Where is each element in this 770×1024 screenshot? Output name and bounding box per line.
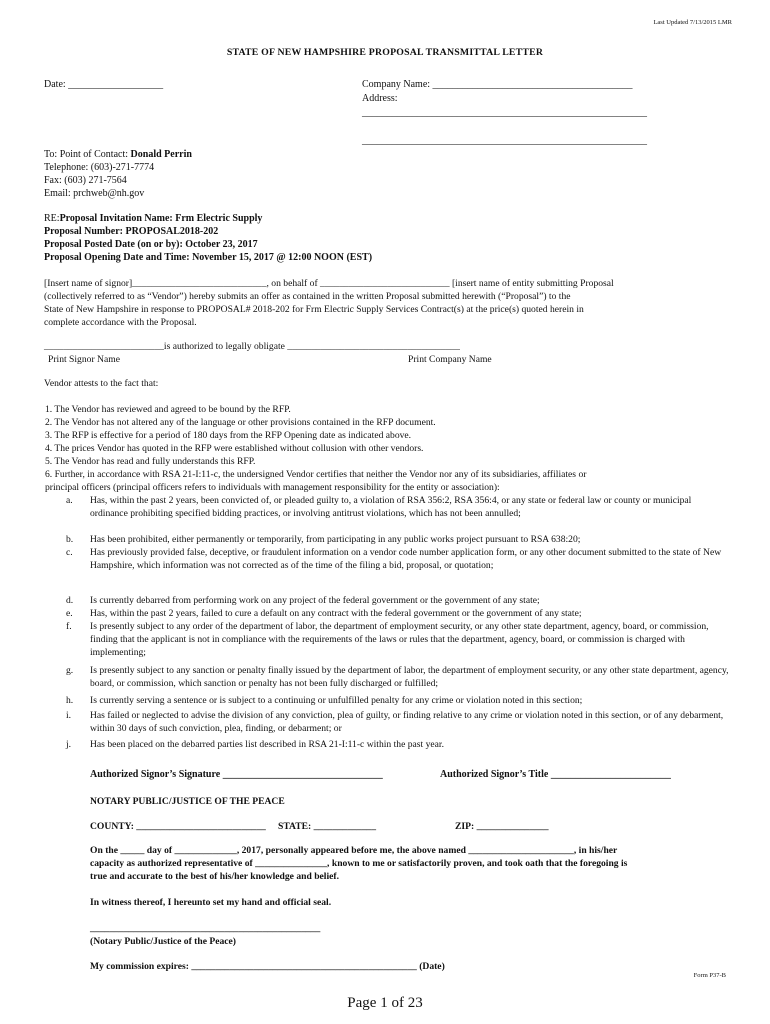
sublist-letter: g. — [66, 665, 74, 676]
re-posted-date: Proposal Posted Date (on or by): October 23, 2017 — [44, 239, 258, 250]
sublist-text: Has been placed on the debarred parties list described in RSA 21-I:11-c within the past year. — [90, 739, 444, 750]
sublist-letter: e. — [66, 608, 73, 619]
re-invitation-name — [44, 212, 262, 225]
re-prefix: RE: — [44, 213, 60, 224]
re-proposal-number: Proposal Number: PROPOSAL2018-202 — [44, 226, 219, 237]
page-number: Page 1 of 23 — [347, 995, 423, 1011]
re-opening-date: Proposal Opening Date and Time: November 15, 2017 @ 12:00 NOON (EST) — [44, 252, 373, 263]
intro-line-1: [Insert name of signor]____________________________, on behalf of ___________________________ [insert name of entity submitting Proposal — [44, 278, 614, 289]
sublist-text: Has been prohibited, either permanently or temporarily, from participating in any public works project pursuant to RSA 638:20; — [90, 534, 581, 545]
authorize-line: _________________________is authorized to legally obligate ____________________________________ — [44, 341, 460, 352]
sublist-text: Has failed or neglected to advise the division of any conviction, plea of guilty, or finding relative to any crime or violation noted in this section, or of any debarment, within 30 days of such conviction, plea, finding, or debarment; or — [90, 710, 724, 734]
notary-para-line-3: true and accurate to the best of his/her knowledge and belief. — [90, 871, 339, 882]
contact-fax: Fax: (603) 271-7564 — [44, 175, 127, 186]
sublist-text: Is presently subject to any order of the department of labor, the department of employment security, or any other state department, agency, board, or commission, finding that the applicant is not in compliance with the requirements of the laws or rules that the department, agency, board, or commission is charged with implementing; — [90, 621, 709, 658]
witness-statement: In witness thereof, I hereunto set my hand and official seal. — [90, 897, 332, 908]
form-id: Form P37-B — [693, 972, 726, 979]
sublist-text: Has, within the past 2 years, failed to cure a default on any contract with the federal government or the government of any state; — [90, 608, 582, 619]
sublist-letter: i. — [66, 710, 72, 721]
sublist-letter: c. — [66, 547, 73, 558]
authorized-title-field: Authorized Signor’s Title ________________________ — [440, 769, 671, 780]
sublist-text: Has, within the past 2 years, been convicted of, or pleaded guilty to, a violation of RSA 356:2, RSA 356:4, or any state or federal law or county or municipal ordinance prohibiting specified bidding practices, or involving antitrust violations, which has not been annulled; — [90, 495, 692, 519]
sublist-text: Has previously provided false, deceptive, or fraudulent information on a vendor code number application form, or any other document submitted to the state of New Hampshire, which information was not corrected as of the time of the filing a bid, proposal, or quotation; — [90, 547, 722, 571]
list-item: 1. The Vendor has reviewed and agreed to be bound by the RFP. — [45, 404, 291, 415]
notary-county: COUNTY: ___________________________ — [90, 821, 266, 832]
list-item: 2. The Vendor has not altered any of the language or other provisions contained in the RFP document. — [45, 417, 436, 428]
print-company-label: Print Company Name — [408, 354, 492, 365]
sublist-letter: j. — [66, 739, 72, 750]
address-label: Address: — [362, 93, 398, 104]
intro-line-3: State of New Hampshire in response to PROPOSAL# 2018-202 for Frm Electric Supply Services Contract(s) at the price(s) quoted herein in — [44, 304, 584, 315]
intro-line-4: complete accordance with the Proposal. — [44, 317, 197, 328]
list-item: 3. The RFP is effective for a period of 180 days from the RFP Opening date as indicated above. — [45, 430, 412, 441]
notary-signature-line: ________________________________________________ — [90, 923, 321, 934]
list-item: 5. The Vendor has read and fully understands this RFP. — [45, 456, 256, 467]
page-title: STATE OF NEW HAMPSHIRE PROPOSAL TRANSMITTAL LETTER — [226, 47, 544, 58]
company-name-field: Company Name: ________________________________________ — [362, 79, 633, 90]
attests-heading: Vendor attests to the fact that: — [44, 378, 159, 389]
contact-name: Donald Perrin — [130, 149, 192, 160]
sublist-letter: h. — [66, 695, 74, 706]
contact-telephone: Telephone: (603)-271-7774 — [44, 162, 155, 173]
date-field: Date: ___________________ — [44, 79, 164, 90]
notary-heading: NOTARY PUBLIC/JUSTICE OF THE PEACE — [90, 796, 285, 807]
address-line-1: _________________________________________________________ — [362, 107, 647, 118]
sublist-letter: b. — [66, 534, 74, 545]
list-item: 6. Further, in accordance with RSA 21-I:11-c, the undersigned Vendor certifies that neither the Vendor nor any of its subsidiaries, affiliates or — [45, 469, 587, 480]
sublist-letter: d. — [66, 595, 74, 606]
notary-label: (Notary Public/Justice of the Peace) — [90, 936, 236, 947]
notary-state: STATE: _____________ — [278, 821, 376, 832]
sublist-letter: a. — [66, 495, 73, 506]
contact-label: To: Point of Contact: — [44, 149, 129, 160]
address-line-2: _________________________________________________________ — [362, 135, 647, 146]
authorized-signature-field: Authorized Signor’s Signature ________________________________ — [90, 769, 383, 780]
contact-email: Email: prchweb@nh.gov — [44, 188, 145, 199]
sublist-text: Is currently serving a sentence or is subject to a continuing or unfulfilled penalty for any crime or violation noted in this section; — [90, 695, 583, 706]
list-item: 4. The prices Vendor has quoted in the RFP were established without collusion with other vendors. — [45, 443, 424, 454]
sublist-text: Is presently subject to any sanction or penalty finally issued by the department of labor, the department of employment security, or any other state department, agency, board, or commission, which sanction or penalty has not been fully discharged or fulfilled; — [90, 665, 729, 689]
re-invitation-text: Proposal Invitation Name: Frm Electric Supply — [59, 213, 263, 224]
notary-para-line-1: On the _____ day of _____________, 2017, personally appeared before me, the above named ______________________, in his/her — [90, 845, 618, 856]
print-signor-label: Print Signor Name — [48, 354, 120, 365]
sublist-letter: f. — [66, 621, 72, 632]
notary-para-line-2: capacity as authorized representative of _______________, known to me or satisfactorily proven, and took oath that the foregoing is — [90, 858, 628, 869]
sublist-text: Is currently debarred from performing work on any project of the federal government or the government of any state; — [90, 595, 540, 606]
intro-line-2: (collectively referred to as “Vendor”) hereby submits an offer as contained in the written Proposal submitted herewith (“Proposal”) to the — [44, 291, 571, 302]
point-of-contact — [44, 148, 192, 161]
notary-zip: ZIP: _______________ — [455, 821, 549, 832]
commission-expires: My commission expires: _______________________________________________ (Date) — [90, 961, 445, 972]
list-item: principal officers (principal officers refers to individuals with management responsibility for the entity or association): — [45, 482, 500, 493]
last-updated-note: Last Updated 7/13/2015 LMR — [653, 19, 732, 26]
